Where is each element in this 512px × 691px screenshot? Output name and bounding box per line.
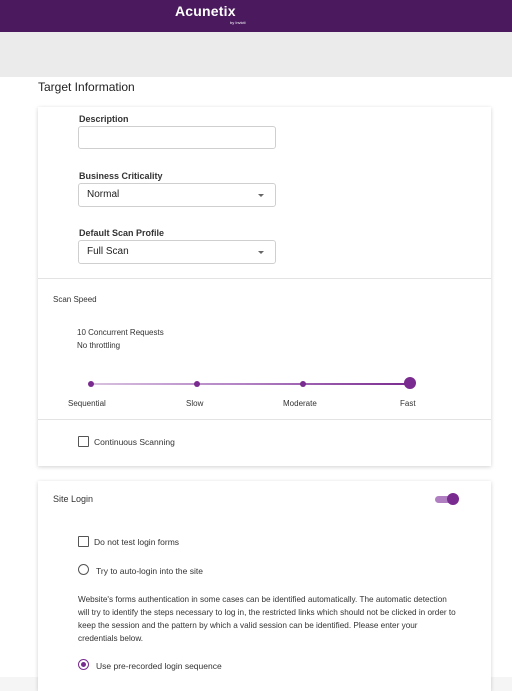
- chevron-down-icon: [258, 251, 264, 254]
- auto-login-radio[interactable]: [78, 564, 89, 575]
- continuous-scanning-checkbox[interactable]: [78, 436, 89, 447]
- brand-name: Acunetix: [175, 3, 236, 19]
- continuous-scanning-label: Continuous Scanning: [94, 437, 175, 447]
- scan-speed-slider-handle[interactable]: [404, 377, 416, 389]
- toolbar-area: [0, 32, 512, 77]
- speed-label-fast: Fast: [400, 399, 416, 408]
- speed-label-slow: Slow: [186, 399, 204, 408]
- scan-profile-label: Default Scan Profile: [79, 228, 165, 238]
- business-criticality-select[interactable]: [78, 183, 276, 207]
- speed-label-moderate: Moderate: [283, 399, 317, 408]
- scan-speed-requests: 10 Concurrent Requests: [77, 328, 164, 337]
- description-input[interactable]: [78, 126, 276, 149]
- site-login-title: Site Login: [53, 494, 94, 504]
- business-criticality-value: Normal: [87, 189, 120, 200]
- auto-login-label: Try to auto-login into the site: [96, 566, 203, 576]
- target-information-card: [38, 107, 491, 466]
- section-title: Target Information: [38, 80, 135, 94]
- toggle-knob: [447, 493, 459, 505]
- do-not-test-login-checkbox[interactable]: [78, 536, 89, 547]
- site-login-card: [38, 481, 491, 691]
- do-not-test-login-label: Do not test login forms: [94, 537, 180, 547]
- scan-speed-throttling: No throttling: [77, 341, 121, 350]
- divider: [38, 278, 491, 279]
- scan-speed-label: Scan Speed: [53, 295, 97, 304]
- chevron-down-icon: [258, 194, 264, 197]
- slider-stop-moderate[interactable]: [300, 381, 306, 387]
- business-criticality-label: Business Criticality: [79, 171, 163, 181]
- prerecorded-login-label: Use pre-recorded login sequence: [96, 661, 222, 671]
- top-bar: [0, 0, 512, 32]
- slider-stop-slow[interactable]: [194, 381, 200, 387]
- site-login-toggle[interactable]: [435, 494, 459, 504]
- scan-profile-select[interactable]: [78, 240, 276, 264]
- description-label: Description: [79, 114, 129, 124]
- radio-selected-dot: [81, 662, 86, 667]
- scan-profile-value: Full Scan: [87, 246, 129, 257]
- divider: [38, 419, 491, 420]
- scan-speed-slider-track[interactable]: [90, 383, 410, 385]
- prerecorded-login-radio[interactable]: [78, 659, 89, 670]
- brand-sub: by Invicti: [230, 20, 246, 25]
- acunetix-logo[interactable]: [175, 3, 255, 29]
- slider-stop-sequential[interactable]: [88, 381, 94, 387]
- auto-login-description: Website's forms authentication in some cases can be identified automatically. The automatic detection will try to identify the steps necessary to log in, the restricted links which should not be clicked in order to keep the session and the pattern by which a valid session can be identified. Please enter your credentials below.: [78, 595, 456, 643]
- speed-label-sequential: Sequential: [68, 399, 106, 408]
